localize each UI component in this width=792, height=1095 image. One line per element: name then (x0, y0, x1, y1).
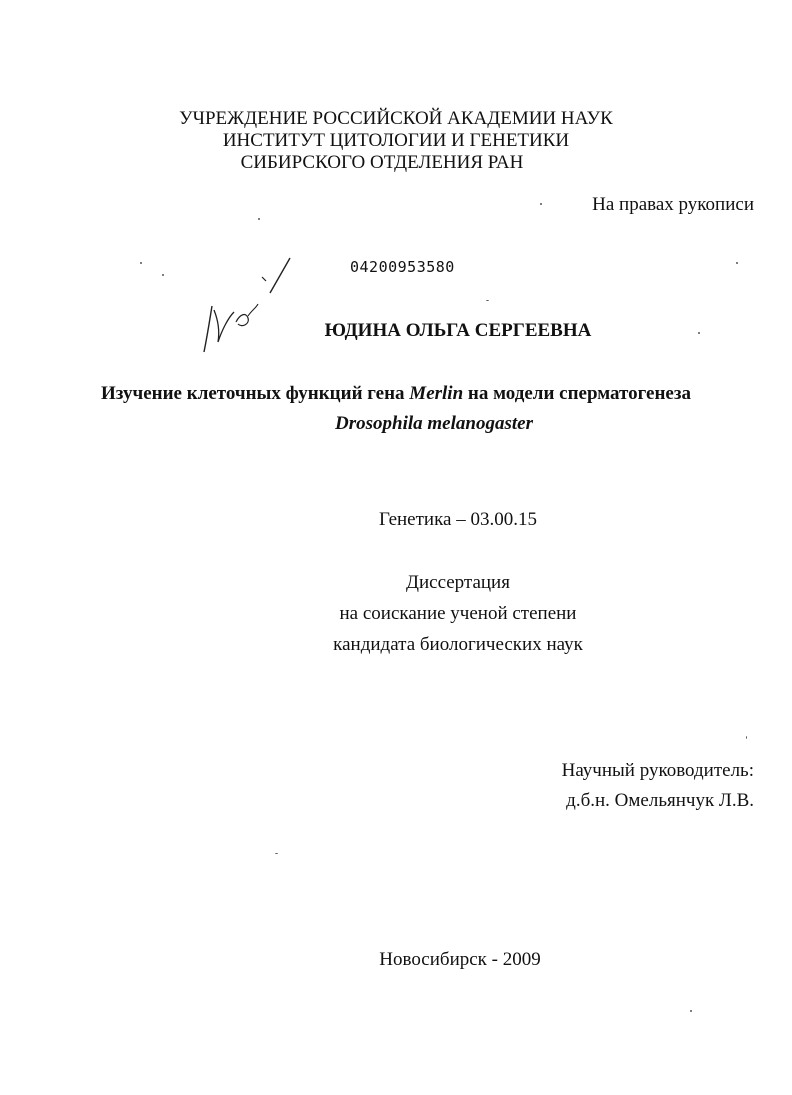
dissertation-title-line-1 (0, 383, 792, 405)
title-text-part-2: на модели сперматогенеза (463, 383, 691, 404)
organism-name: Drosophila melanogaster (335, 413, 533, 434)
scan-speck (258, 218, 260, 220)
scan-speck (540, 203, 542, 205)
handwritten-slash-mark (250, 255, 300, 300)
specialty: Генетика – 03.00.15 (379, 509, 537, 530)
degree-line-1: Диссертация (406, 572, 510, 593)
city-year: Новосибирск - 2009 (379, 949, 541, 970)
degree-line-2: на соискание ученой степени (339, 603, 577, 624)
institution-line-2: ИНСТИТУТ ЦИТОЛОГИИ И ГЕНЕТИКИ (222, 130, 570, 151)
author-name: ЮДИНА ОЛЬГА СЕРГЕЕВНА (324, 320, 592, 341)
scan-speck (486, 300, 489, 301)
institution-line-3: СИБИРСКОГО ОТДЕЛЕНИЯ РАН (240, 152, 524, 173)
scan-speck (746, 736, 747, 739)
title-text-part-1: Изучение клеточных функций гена (101, 383, 410, 404)
degree-line-3: кандидата биологических наук (333, 634, 583, 655)
institution-line-1: УЧРЕЖДЕНИЕ РОССИЙСКОЙ АКАДЕМИИ НАУК (179, 108, 613, 129)
registry-number: 04200953580 (350, 258, 455, 276)
scan-speck (140, 262, 142, 264)
scan-speck (690, 1010, 692, 1012)
supervisor-label: Научный руководитель: (561, 760, 754, 781)
scan-speck (275, 853, 278, 854)
scan-speck (736, 262, 738, 264)
manuscript-note: На правах рукописи (592, 194, 754, 215)
scan-speck (698, 332, 700, 334)
supervisor-name: д.б.н. Омельянчук Л.В. (566, 790, 754, 811)
scan-speck (162, 274, 164, 276)
gene-name: Merlin (409, 383, 464, 404)
